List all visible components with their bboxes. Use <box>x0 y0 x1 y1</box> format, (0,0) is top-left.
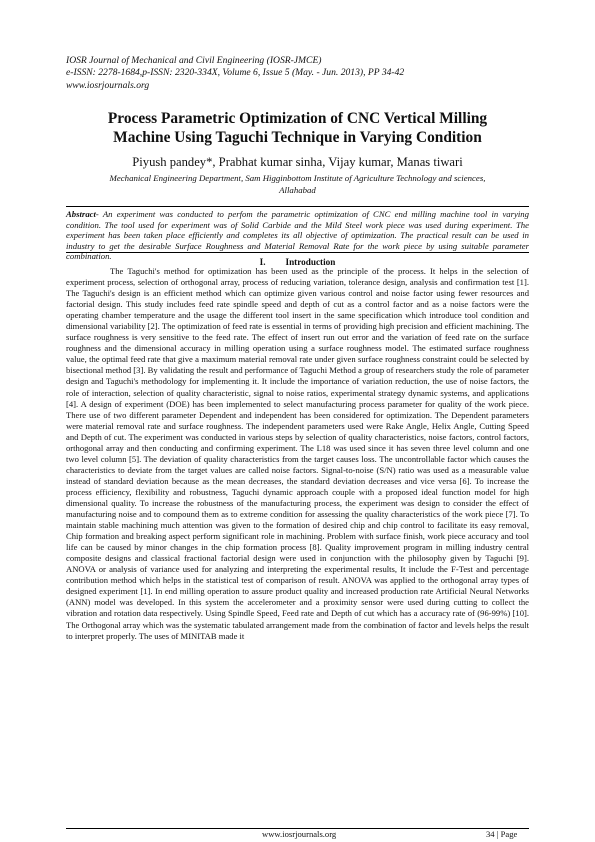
journal-issn: e-ISSN: 2278-1684,p-ISSN: 2320-334X, Volume 6, Issue 5 (May. - Jun. 2013), PP 34-42 <box>66 67 405 79</box>
journal-header <box>66 55 526 92</box>
footer-url: www.iosrjournals.org <box>262 829 337 839</box>
paper-authors: Piyush pandey*, Prabhat kumar sinha, Vijay kumar, Manas tiwari <box>132 155 463 169</box>
abstract-bottom-rule <box>66 252 529 253</box>
abstract-text: An experiment was conducted to perfom the parametric optimization of CNC end milling machine tool in varying condition. The tool used for experiment was of Solid Carbide and the Mild Steel work piece was used during experiment. The experiment has been taken place efficiently and completes its all objective of optimization. The practical result can be used in industry to get the desirable Surface Roughness and Material Removal Rate for the work piece by using suitable parameter combination. <box>66 209 529 262</box>
abstract-top-rule <box>66 206 529 207</box>
footer-page-number: 34 | Page <box>486 829 518 839</box>
abstract-label: Abstract- <box>66 209 99 219</box>
section-title: Introduction <box>285 257 336 267</box>
paper-title-line1: Process Parametric Optimization of CNC Vertical Milling <box>107 110 488 127</box>
journal-site: www.iosrjournals.org <box>66 79 150 91</box>
journal-name: IOSR Journal of Mechanical and Civil Engineering (IOSR-JMCE) <box>66 55 322 66</box>
author-affiliation <box>66 173 529 196</box>
affiliation-line2: Allahabad <box>279 184 316 195</box>
affiliation-line1: Mechanical Engineering Department, Sam Higginbottom Institute of Agriculture Technology and sciences, <box>109 173 486 183</box>
abstract <box>66 209 529 262</box>
paper-title <box>66 109 529 147</box>
section-number: I. <box>259 257 266 267</box>
paper-title-line2: Machine Using Taguchi Technique in Varying Condition <box>113 129 482 146</box>
body-paragraph: The Taguchi's method for optimization has been used as the principle of the process. It helps in the selection of experiment process, selection of orthogonal array, process of reducing variation, tolerance design, analysis and confirmation test [1]. The Taguchi's design is an efficient method which can optimize given various control and noise factor using fewer resources and factorial design. This study includes feed rate spindle speed and depth of cut as a control factor and as a noise factors were the operating chamber temperature and the usage the different tool insert in the same specification which introduce tool condition and dimensional variability [2]. The optimization of feed rate is essential in terms of providing high precision and efficient machining. The surface roughness is very sensitive to the feed rate. The effect of insert run out error and the variation of feed rate on the surface roughness and the dimensional accuracy in milling operation using a surface roughness model. The estimated surface roughness value, the optimal feed rate that give a maximum material removal rate under given surface roughness constraint could be selected by bisectional method [3]. By validating the result and performance of Taguchi Method a group of researchers study the role of parameter design and Taguchi's methodology for implementing it. It include the importance of variation reduction, the use of noise factors, the role of interaction, selection of quality characteristic, signal to noise ratios, experimental strategy dynamic systems, and applications [4]. A design of experiment (DOE) has been implemented to select manufacturing process parameter for quality of the work piece. There use of two different parameter Dependent and independent has been considered for optimization. The Dependent parameters were material removal rate and surface roughness. The independent parameters used were Rake Angle, Helix Angle, Cutting Speed and Depth of cut. The experiment was conducted in various steps by selection of quality characteristics, noise factors, control factors, orthogonal array and then conducting and confirming experiment. The L18 was used since it has seven three level column and one two level column [5]. The deviation of quality characteristics from the target causes loss. The uncontrollable factor which causes the characteristics to deviate from the target values are called noise factors. Signal-to-noise (S/N) ratio was used as a measurable value instead of standard deviation because as the mean decreases, the standard deviation decreases and vice versa [6]. To increase the process efficiency, flexibility and robustness, Taguchi dynamic approach couple with a proposed ideal function model for high dimensional quality. To increase the robustness of the manufacturing process, the experiment was design to consider the effect of manufacturing noise and to compound them as to extreme condition for assessing the quality characteristics of the work piece [7]. To maintain stable machining much attention was given to the formation of desired chip and chip control to facilitate its easy removal, Chip formation and breaking aspect perform significant role in machining. Problem with surface finish, work piece accuracy and tool life can be caused by minor changes in the chip formation process [8]. Quality improvement program in milling industry central composite designs and classical fractional factorial design were used in conjunction with the philosophy given by Taguchi [9]. ANOVA or analysis of variance used for analyzing and interpreting the experimental results, It include the F-Test and percentage contribution method which helps in the statistical test of comparison of result. ANOVA was applied to the orthogonal array types of designed experiment [1]. In end milling operation to assure product quality and increased production rate Artificial Neural Networks (ANN) model was developed. In this system the accelerometer and a proximity sensor were used during cutting to collect the vibration and rotation data respectively. Using Spindle Speed, Feed rate and Depth of cut which has a accuracy rate of (96-99%) [10]. The Orthogonal array which was the systematic tabulated arrangement made from the combination of factor and levels helps the result to interpret properly. The uses of MINITAB made it <box>66 266 529 641</box>
